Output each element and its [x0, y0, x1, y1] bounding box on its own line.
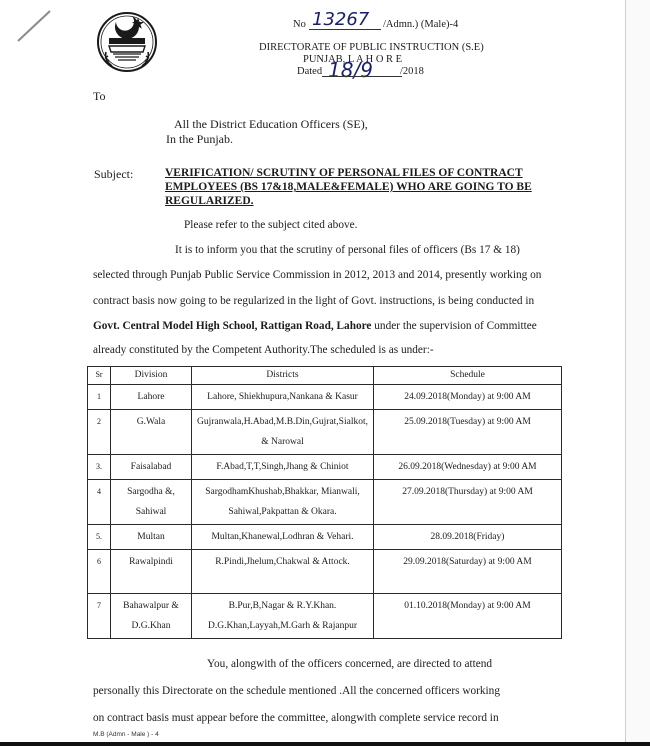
paragraph-inform-line2: selected through Punjab Public Service Commission in 2012, 2013 and 2014, presently working on	[93, 269, 542, 281]
cell-districts	[192, 594, 374, 639]
cell-schedule: 26.09.2018(Wednesday) at 9:00 AM	[374, 455, 562, 480]
subject-title	[165, 166, 565, 208]
cell-districts: Lahore, Shiekhupura,Nankana & Kasur	[192, 385, 374, 410]
cell-districts	[192, 410, 374, 455]
paragraph-refer: Please refer to the subject cited above.	[184, 219, 358, 231]
cell-division	[111, 594, 192, 639]
paragraph-directed-line2: personally this Directorate on the schedule mentioned .All the concerned officers working	[93, 685, 500, 697]
punjab-government-logo	[94, 8, 160, 74]
division-line2: D.G.Khan	[131, 621, 171, 631]
header-division: Division	[111, 367, 192, 385]
dated-year: /2018	[400, 66, 424, 77]
subject-line1: VERIFICATION/ SCRUTINY OF PERSONAL FILES OF CONTRACT	[165, 167, 523, 179]
cell-sr: 6	[88, 550, 111, 594]
cell-sr: 7	[88, 594, 111, 639]
cell-schedule: 28.09.2018(Friday)	[374, 525, 562, 550]
subject-line2: EMPLOYEES (BS 17&18,MALE&FEMALE) WHO ARE GOING TO BE	[165, 181, 532, 193]
cell-division: Multan	[111, 525, 192, 550]
ref-suffix: /Admn.) (Male)-4	[383, 19, 459, 30]
paragraph-inform-line5: already constituted by the Competent Authority.The scheduled is as under:-	[93, 344, 434, 356]
division-line2: Sahiwal	[135, 507, 167, 517]
paragraph-directed-line3: on contract basis must appear before the committee, alongwith complete service record in	[93, 712, 499, 724]
paragraph-directed-line1: You, alongwith of the officers concerned, are directed to attend	[207, 658, 493, 670]
recipient-line1: All the District Education Officers (SE),	[174, 117, 368, 131]
table-row	[88, 385, 562, 410]
recipient-line2: In the Punjab.	[166, 132, 233, 146]
subject-line3: REGULARIZED.	[165, 195, 254, 207]
paragraph-inform-line3: contract basis now going to be regularized in the light of Govt. instructions, is being conducted in	[93, 295, 535, 307]
to-label: To	[93, 89, 106, 103]
division-line1: Bahawalpur &	[123, 601, 179, 611]
cell-schedule: 27.09.2018(Thursday) at 9:00 AM	[374, 480, 562, 525]
page-edge-right	[625, 0, 650, 746]
paragraph-inform-line1: It is to inform you that the scrutiny of personal files of officers (Bs 17 & 18)	[175, 244, 520, 256]
cell-schedule: 29.09.2018(Saturday) at 9:00 AM	[374, 550, 562, 594]
table-row	[88, 594, 562, 639]
cell-division: Faisalabad	[111, 455, 192, 480]
directorate-location: PUNJAB, L A H O R E	[303, 54, 403, 65]
dated-label: Dated	[297, 66, 323, 77]
ref-number-handwritten: 13267	[312, 9, 370, 30]
ref-underline	[309, 29, 381, 30]
cell-division	[111, 480, 192, 525]
table-header-row	[88, 367, 562, 385]
cell-sr: 5.	[88, 525, 111, 550]
cell-sr: 3.	[88, 455, 111, 480]
cell-schedule: 24.09.2018(Monday) at 9:00 AM	[374, 385, 562, 410]
table-row	[88, 550, 562, 594]
cell-division: Rawalpindi	[111, 550, 192, 594]
districts-line2: D.G.Khan,Layyah,M.Garh & Rajanpur	[207, 621, 358, 631]
directorate-name: DIRECTORATE OF PUBLIC INSTRUCTION (S.E)	[259, 42, 484, 53]
supervision-text: under the supervision of Committee	[371, 320, 537, 332]
date-underline	[322, 76, 402, 77]
cell-sr: 1	[88, 385, 111, 410]
cell-districts: F.Abad,T,T,Singh,Jhang & Chiniot	[192, 455, 374, 480]
subject-label: Subject:	[94, 167, 134, 181]
cell-districts	[192, 480, 374, 525]
division-line1: Sargodha &,	[127, 487, 175, 497]
table-row	[88, 410, 562, 455]
cell-sr: 4	[88, 480, 111, 525]
districts-line2: & Narowal	[261, 437, 304, 447]
cell-districts: R.Pindi,Jhelum,Chakwal & Attock.	[192, 550, 374, 594]
table-row	[88, 455, 562, 480]
districts-line2: Sahiwal,Pakpattan & Okara.	[228, 507, 337, 517]
table-row	[88, 480, 562, 525]
districts-line1: Gujranwala,H.Abad,M.B.Din,Gujrat,Sialkot,	[197, 417, 368, 427]
cell-schedule: 01.10.2018(Monday) at 9:00 AM	[374, 594, 562, 639]
cell-districts: Multan,Khanewal,Lodhran & Vehari.	[192, 525, 374, 550]
header-sr: Sr	[88, 367, 111, 385]
file-footer: M.B (Admn - Male ) - 4	[93, 731, 159, 738]
schedule-table	[87, 366, 562, 639]
venue-name: Govt. Central Model High School, Rattigan Road, Lahore	[93, 320, 372, 332]
page-edge-bottom	[0, 742, 650, 746]
header-districts: Districts	[192, 367, 374, 385]
ref-prefix: No	[293, 19, 306, 30]
paragraph-inform-line4	[93, 320, 537, 332]
cell-division: G.Wala	[111, 410, 192, 455]
header-schedule: Schedule	[374, 367, 562, 385]
cell-sr: 2	[88, 410, 111, 455]
cell-schedule: 25.09.2018(Tuesday) at 9:00 AM	[374, 410, 562, 455]
date-handwritten: 18/9	[328, 58, 373, 82]
districts-line1: SargodhamKhushab,Bhakkar, Mianwali,	[205, 487, 360, 497]
districts-line1: B.Pur,B,Nagar & R.Y.Khan.	[228, 601, 337, 611]
table-row	[88, 525, 562, 550]
cell-division: Lahore	[111, 385, 192, 410]
pen-stroke-mark	[16, 8, 52, 44]
